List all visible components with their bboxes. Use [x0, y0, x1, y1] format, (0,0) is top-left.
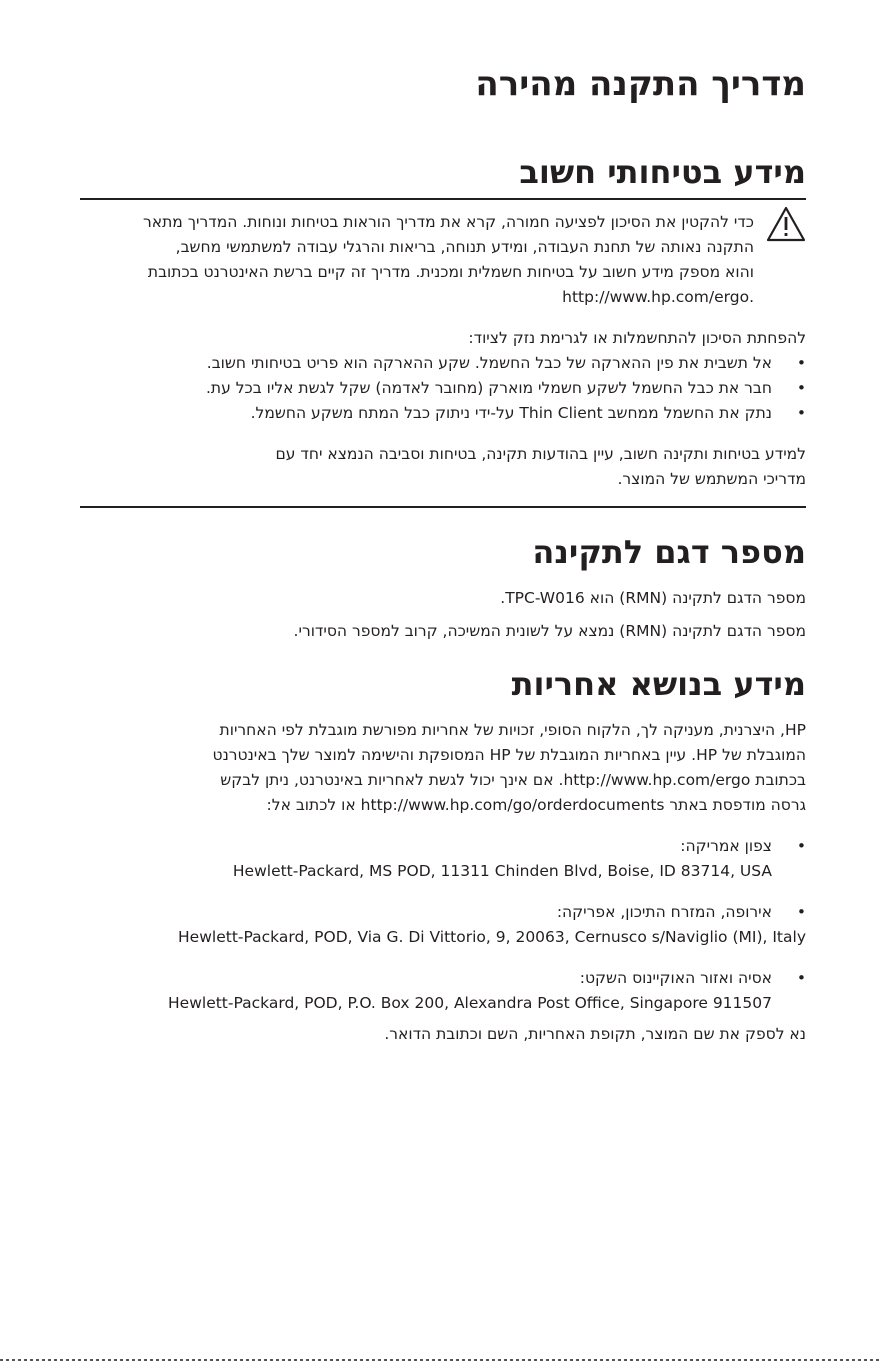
safety-bullet-list [80, 351, 806, 426]
rmn-section-title: מספר דגם לתקינה [532, 533, 806, 571]
rmn-line: מספר הדגם לתקינה (RMN) הוא TPC-W016. [500, 589, 806, 607]
warranty-intro-line: HP, היצרנית, מעניקה לך, הלקוח הסופי, זכויות של אחריות מפורשת מוגבלת לפי האחריות [219, 721, 806, 739]
warranty-region-list [80, 966, 806, 991]
safety-notice-box [80, 200, 806, 506]
safety-section-title: מידע בטיחותי חשוב [519, 153, 806, 191]
warranty-region-list [80, 834, 806, 859]
region-address: Hewlett-Packard, POD, P.O. Box 200, Alexandra Post Office, Singapore 911507 [168, 994, 772, 1012]
safety-intro-line: כדי להקטין את הסיכון לפציעה חמורה, קרא את מדריך הוראות בטיחות ונוחות. המדריך מתאר [142, 213, 754, 231]
list-item: • נתק את החשמל ממחשב Thin Client על-ידי ניתוק כבל המתח משקע החשמל. [80, 401, 806, 426]
region-label: • צפון אמריקה: [80, 834, 806, 859]
bullet-icon: • [796, 354, 806, 372]
warranty-section-title: מידע בנושא אחריות [511, 665, 806, 703]
bullet-icon: • [796, 903, 806, 921]
bullet-icon: • [796, 379, 806, 397]
warranty-intro-line: בכתובת http://www.hp.com/ergo. אם אינך יכול לגשת לאחריות באינטרנט, ניתן לבקש [220, 771, 806, 789]
safety-footer-line: למידע בטיחות ותקינה חשוב, עיין בהודעות תקינה, בטיחות וסביבה הנמצא יחד עם [275, 445, 806, 463]
safety-intro [80, 210, 754, 310]
document-title: מדריך התקנה מהירה [475, 64, 806, 104]
warning-triangle-icon [766, 206, 806, 242]
bullet-icon: • [796, 837, 806, 855]
list-item: • חבר את כבל החשמל לשקע חשמלי מוארק (מחובר לאדמה) שקל לגשת אליו בכל עת. [80, 376, 806, 401]
rmn-location-line: מספר הדגם לתקינה (RMN) נמצא על לשונית המשיכה, קרוב למספר הסידורי. [293, 622, 806, 640]
region-address: Hewlett-Packard, POD, Via G. Di Vittorio, 9, 20063, Cernusco s/Naviglio (MI), Italy [178, 928, 806, 946]
bullet-icon: • [796, 969, 806, 987]
reduce-risk-heading: להפחתת הסיכון להתחשמלות או לגרימת נזק לציוד: [468, 329, 806, 347]
safety-intro-line: התקנה נאותה של תחנת העבודה, ומידע תנוחה, בריאות והרגלי עבודה למשתמשי מחשב, [175, 238, 754, 256]
safety-footer-line: מדריכי המשתמש של המוצר. [617, 470, 806, 488]
quick-setup-page [80, 60, 806, 1047]
warranty-intro-line: המוגבלת של HP. עיין באחריות המוגבלת של HP המסופקת והישימה למוצר שלך באינטרנט [212, 746, 806, 764]
warranty-closing: נא לספק את שם המוצר, תקופת האחריות, השם וכתובת הדואר. [384, 1025, 806, 1043]
region-label: • אירופה, המזרח התיכון, אפריקה: [80, 900, 806, 925]
warranty-region-list [80, 900, 806, 925]
safety-intro-line: .http://www.hp.com/ergo [562, 288, 754, 306]
warranty-intro-line: גרסה מודפסת באתר http://www.hp.com/go/orderdocuments או לכתוב אל: [266, 796, 806, 814]
list-item: • אל תשבית את פין ההארקה של כבל החשמל. שקע ההארקה הוא פריט בטיחותי חשוב. [80, 351, 806, 376]
bullet-icon: • [796, 404, 806, 422]
region-address: Hewlett-Packard, MS POD, 11311 Chinden Blvd, Boise, ID 83714, USA [232, 862, 772, 880]
region-label: • אסיה ואזור האוקיינוס השקט: [80, 966, 806, 991]
safety-intro-line: והוא מספק מידע חשוב על בטיחות חשמלית ומכנית. מדריך זה קיים ברשת האינטרנט בכתובת [147, 263, 754, 281]
